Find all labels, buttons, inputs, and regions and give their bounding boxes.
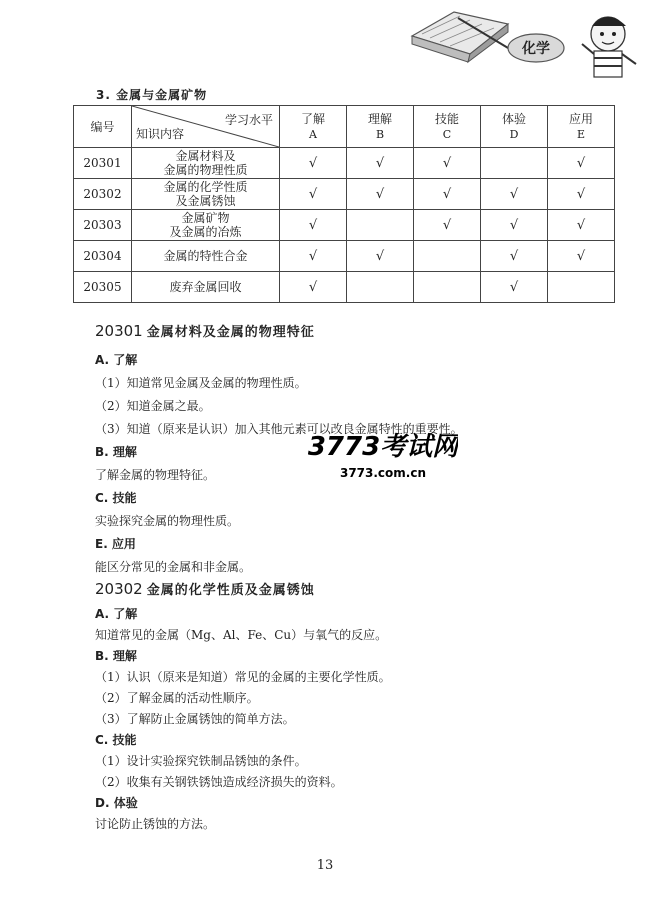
table-header-row xyxy=(74,106,615,148)
watermark-sub: 3773.com.cn xyxy=(339,466,427,480)
level-name: 应用 xyxy=(568,111,593,126)
mark-cell xyxy=(548,210,615,241)
level-heading: E. 应用 xyxy=(95,537,136,551)
row-code: 20305 xyxy=(74,272,132,303)
check-mark: √ xyxy=(509,217,519,233)
level-letter: B xyxy=(375,127,385,141)
check-mark: √ xyxy=(576,155,586,171)
check-mark: √ xyxy=(375,186,385,202)
level-heading: A. 了解 xyxy=(95,353,138,367)
objective-item: 了解金属的物理特征。 xyxy=(95,468,216,482)
level-letter: D xyxy=(509,127,519,141)
row-code: 20304 xyxy=(74,241,132,272)
mark-cell xyxy=(481,241,548,272)
mark-cell xyxy=(414,148,481,179)
objective-item: （1）设计实验探究铁制品锈蚀的条件。 xyxy=(95,754,307,768)
objective-title xyxy=(95,320,595,344)
check-mark: √ xyxy=(576,186,586,202)
check-mark: √ xyxy=(375,248,385,264)
page-number: 13 xyxy=(316,858,334,873)
cartoon-student-icon xyxy=(582,17,636,77)
objective-item: 讨论防止锈蚀的方法。 xyxy=(95,817,216,831)
mark-cell xyxy=(280,210,347,241)
check-mark: √ xyxy=(509,248,519,264)
level-heading: D. 体验 xyxy=(95,796,138,810)
level-header-e xyxy=(548,106,615,148)
content-line: 金属的特性合金 xyxy=(163,249,248,263)
objective-item: （1）知道常见金属及金属的物理性质。 xyxy=(95,376,307,390)
mark-cell xyxy=(414,210,481,241)
mark-cell xyxy=(347,148,414,179)
level-letter: A xyxy=(309,127,317,141)
mark-cell xyxy=(481,272,548,303)
content-line: 金属材料及 xyxy=(175,149,236,163)
level-axis-label: 学习水平 xyxy=(224,113,273,127)
mark-cell xyxy=(347,241,414,272)
check-mark: √ xyxy=(442,217,452,233)
header-illustration xyxy=(408,4,646,82)
content-line: 金属矿物 xyxy=(181,211,230,225)
code-header: 编号 xyxy=(74,106,132,148)
objective-code: 20301 xyxy=(95,322,143,340)
mark-cell xyxy=(280,179,347,210)
objective-item: （3）知道（原来是认识）加入其他元素可以改良金属特性的重要性。 xyxy=(95,422,463,436)
mark-cell xyxy=(548,241,615,272)
objective-code: 20302 xyxy=(95,580,143,598)
watermark-main: 3773考试网 xyxy=(308,432,458,462)
section-title: 3. 金属与金属矿物 xyxy=(96,88,208,102)
mark-cell xyxy=(481,210,548,241)
objective-name: 金属材料及金属的物理特征 xyxy=(146,325,315,340)
level-header-d xyxy=(481,106,548,148)
standards-table xyxy=(73,105,615,303)
table-row xyxy=(74,179,615,210)
check-mark: √ xyxy=(442,186,452,202)
row-code: 20303 xyxy=(74,210,132,241)
objectives-content xyxy=(95,320,595,833)
level-header-a xyxy=(280,106,347,148)
row-content xyxy=(132,210,280,241)
level-name: 理解 xyxy=(367,111,392,126)
content-line: 及金属的冶炼 xyxy=(169,225,242,239)
content-line: 金属的物理性质 xyxy=(163,163,248,177)
subject-badge xyxy=(508,34,564,62)
check-mark: √ xyxy=(576,217,586,233)
level-letter: E xyxy=(576,127,586,141)
mark-cell xyxy=(280,272,347,303)
objective-item: 知道常见的金属（Mg、Al、Fe、Cu）与氧气的反应。 xyxy=(95,628,388,642)
check-mark: √ xyxy=(442,155,452,171)
objective-item: （2）了解金属的活动性顺序。 xyxy=(95,691,259,705)
watermark xyxy=(308,425,458,487)
check-mark: √ xyxy=(375,155,385,171)
objective-name: 金属的化学性质及金属锈蚀 xyxy=(146,583,315,598)
level-name: 技能 xyxy=(434,111,459,126)
mark-cell xyxy=(414,241,481,272)
check-mark: √ xyxy=(308,279,318,295)
mark-cell xyxy=(548,148,615,179)
level-letter: C xyxy=(442,127,452,141)
mark-cell xyxy=(347,272,414,303)
check-mark: √ xyxy=(308,186,318,202)
book-icon xyxy=(412,12,518,62)
content-line: 金属的化学性质 xyxy=(163,180,248,194)
check-mark: √ xyxy=(509,186,519,202)
mark-cell xyxy=(280,241,347,272)
content-line: 废弃金属回收 xyxy=(169,280,242,294)
level-heading: C. 技能 xyxy=(95,491,137,505)
objective-item: 实验探究金属的物理性质。 xyxy=(95,514,240,528)
check-mark: √ xyxy=(308,217,318,233)
level-heading: B. 理解 xyxy=(95,649,137,663)
mark-cell xyxy=(481,148,548,179)
objective-item: （2）收集有关钢铁锈蚀造成经济损失的资料。 xyxy=(95,775,343,789)
content-line: 及金属锈蚀 xyxy=(175,194,236,208)
objective-item: （1）认识（原来是知道）常见的金属的主要化学性质。 xyxy=(95,670,391,684)
table-row xyxy=(74,148,615,179)
row-content xyxy=(132,272,280,303)
row-content xyxy=(132,179,280,210)
check-mark: √ xyxy=(509,279,519,295)
check-mark: √ xyxy=(308,248,318,264)
diagonal-header xyxy=(132,106,280,148)
row-code: 20302 xyxy=(74,179,132,210)
level-header-b xyxy=(347,106,414,148)
mark-cell xyxy=(481,179,548,210)
table-row xyxy=(74,272,615,303)
level-heading: C. 技能 xyxy=(95,733,137,747)
level-name: 了解 xyxy=(300,111,325,126)
check-mark: √ xyxy=(576,248,586,264)
mark-cell xyxy=(280,148,347,179)
content-axis-label: 知识内容 xyxy=(136,127,185,141)
check-mark: √ xyxy=(308,155,318,171)
row-code: 20301 xyxy=(74,148,132,179)
table-row xyxy=(74,210,615,241)
mark-cell xyxy=(414,179,481,210)
mark-cell xyxy=(347,210,414,241)
objective-title xyxy=(95,578,595,602)
level-heading: B. 理解 xyxy=(95,445,137,459)
row-content xyxy=(132,241,280,272)
objective-item: 能区分常见的金属和非金属。 xyxy=(95,560,252,574)
mark-cell xyxy=(347,179,414,210)
objective-item: （2）知道金属之最。 xyxy=(95,399,211,413)
level-name: 体验 xyxy=(501,111,526,126)
subject-badge-label: 化学 xyxy=(522,41,550,57)
level-heading: A. 了解 xyxy=(95,607,138,621)
mark-cell xyxy=(414,272,481,303)
level-header-c xyxy=(414,106,481,148)
row-content xyxy=(132,148,280,179)
objective-20302 xyxy=(95,578,595,833)
mark-cell xyxy=(548,179,615,210)
mark-cell xyxy=(548,272,615,303)
objective-item: （3）了解防止金属锈蚀的简单方法。 xyxy=(95,712,295,726)
table-row xyxy=(74,241,615,272)
